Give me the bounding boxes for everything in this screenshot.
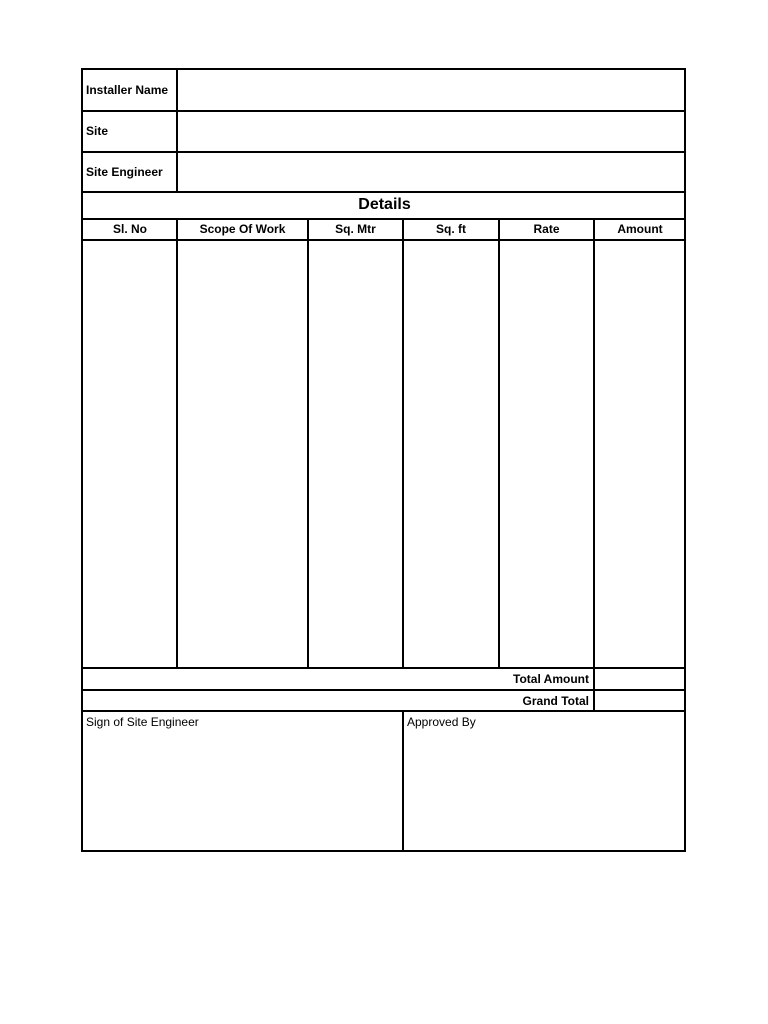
site-engineer-sign-box[interactable]: Sign of Site Engineer	[86, 715, 199, 729]
total-amount-label: Total Amount	[513, 671, 589, 686]
sl-no-column-body[interactable]	[83, 240, 177, 667]
scope-of-work-column-body[interactable]	[177, 240, 308, 667]
site-label: Site	[86, 124, 109, 138]
site-engineer-field[interactable]	[177, 152, 686, 191]
rate-column-body[interactable]	[499, 240, 594, 667]
grand-total-label: Grand Total	[522, 693, 589, 708]
site-engineer-label: Site Engineer	[86, 164, 163, 179]
column-divider	[498, 218, 500, 668]
site-field[interactable]	[177, 111, 686, 151]
installer-name-label: Installer Name	[86, 83, 169, 97]
total-amount-value[interactable]	[595, 668, 686, 689]
approved-by-box[interactable]: Approved By	[407, 715, 476, 729]
grand-total-value[interactable]	[595, 690, 686, 711]
column-divider	[402, 218, 404, 668]
column-divider	[176, 218, 178, 668]
amount-column-body[interactable]	[594, 240, 686, 667]
col-header-rate: Rate	[533, 222, 560, 236]
col-header-sq-mtr: Sq. Mtr	[335, 222, 376, 236]
col-header-sq-ft: Sq. ft	[436, 222, 466, 236]
details-title: Details	[358, 196, 411, 213]
label-column-divider	[176, 70, 178, 191]
sq-ft-column-body[interactable]	[403, 240, 499, 667]
column-divider	[307, 218, 309, 668]
col-header-scope-of-work: Scope Of Work	[199, 222, 286, 236]
column-divider	[593, 218, 595, 711]
sq-mtr-column-body[interactable]	[308, 240, 403, 667]
col-header-amount: Amount	[617, 222, 663, 236]
col-header-sl-no: Sl. No	[112, 222, 147, 236]
work-order-form	[81, 68, 686, 852]
installer-name-field[interactable]	[177, 70, 686, 110]
